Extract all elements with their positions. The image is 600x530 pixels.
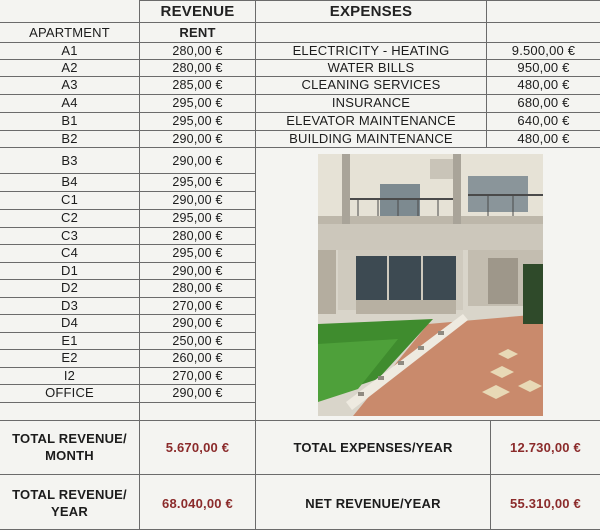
- apartment-unit: C2: [60, 210, 79, 225]
- expense-item: WATER BILLS: [327, 60, 415, 75]
- apartment-rent: 295,00 €: [172, 95, 223, 110]
- grid-line: [0, 332, 256, 333]
- expense-item: ELEVATOR MAINTENANCE: [286, 113, 456, 128]
- expense-amount: 640,00 €: [517, 113, 570, 128]
- apartment-unit: D2: [60, 280, 79, 295]
- expense-item: CLEANING SERVICES: [301, 77, 441, 92]
- grid-line: [255, 0, 256, 421]
- apartment-unit: E1: [61, 333, 78, 348]
- grid-line: [256, 22, 600, 23]
- grid-line: [0, 112, 256, 113]
- apartment-rent: 290,00 €: [172, 192, 223, 207]
- apartment-rent: 270,00 €: [172, 298, 223, 313]
- apartment-unit: A1: [61, 43, 78, 58]
- apartment-unit: B4: [61, 174, 78, 189]
- apartment-unit: I2: [63, 368, 76, 383]
- grid-line: [0, 367, 256, 368]
- grid-line: [256, 112, 600, 113]
- grid-line: [0, 297, 256, 298]
- grid-line: [0, 147, 256, 148]
- grid-line: [0, 402, 256, 403]
- grid-line: [0, 262, 256, 263]
- apartment-unit: C3: [60, 228, 79, 243]
- net-revenue-year-label: NET REVENUE/YEAR: [305, 495, 441, 511]
- apartment-rent: 290,00 €: [172, 315, 223, 330]
- grid-line: [0, 76, 256, 77]
- expense-item: BUILDING MAINTENANCE: [289, 131, 453, 146]
- total-expenses-year-label: TOTAL EXPENSES/YEAR: [293, 439, 453, 455]
- grid-line: [255, 420, 256, 530]
- apartment-unit: A4: [61, 95, 78, 110]
- apartment-unit: B1: [61, 113, 78, 128]
- total-revenue-month-value: 5.670,00 €: [165, 439, 230, 455]
- apartment-rent: 295,00 €: [172, 245, 223, 260]
- apartment-rent: 290,00 €: [172, 131, 223, 146]
- grid-line: [0, 244, 256, 245]
- apartment-header: APARTMENT: [29, 24, 110, 40]
- grid-line: [256, 59, 600, 60]
- apartment-unit: C1: [60, 192, 79, 207]
- apartment-unit: B3: [61, 153, 78, 168]
- grid-line: [0, 191, 256, 192]
- expense-item: ELECTRICITY - HEATING: [292, 43, 450, 58]
- expenses-header: EXPENSES: [329, 2, 413, 20]
- expense-amount: 950,00 €: [517, 60, 570, 75]
- expense-amount: 480,00 €: [517, 77, 570, 92]
- total-revenue-month-label: TOTAL REVENUE/ MONTH: [12, 431, 127, 463]
- apartment-rent: 285,00 €: [172, 77, 223, 92]
- apartment-rent: 280,00 €: [172, 43, 223, 58]
- apartment-rent: 290,00 €: [172, 263, 223, 278]
- expense-item: INSURANCE: [331, 95, 411, 110]
- apartment-rent: 290,00 €: [172, 385, 223, 400]
- grid-line: [140, 0, 600, 1]
- apartment-unit: OFFICE: [45, 385, 94, 400]
- grid-line: [0, 173, 256, 174]
- grid-line: [0, 130, 256, 131]
- apartment-unit: B2: [61, 131, 78, 146]
- expense-amount: 680,00 €: [517, 95, 570, 110]
- grid-line: [486, 0, 487, 147]
- grid-line: [256, 76, 600, 77]
- apartment-rent: 280,00 €: [172, 228, 223, 243]
- net-revenue-year-value: 55.310,00 €: [510, 495, 581, 511]
- total-expenses-year-value: 12.730,00 €: [510, 439, 581, 455]
- apartment-rent: 280,00 €: [172, 280, 223, 295]
- grid-line: [0, 474, 600, 475]
- grid-line: [0, 349, 256, 350]
- apartment-rent: 260,00 €: [172, 350, 223, 365]
- total-revenue-year-value: 68.040,00 €: [162, 495, 233, 511]
- grid-line: [0, 59, 256, 60]
- grid-line: [0, 314, 256, 315]
- apartment-rent: 295,00 €: [172, 210, 223, 225]
- grid-line: [0, 384, 256, 385]
- rent-header: RENT: [179, 24, 216, 40]
- apartment-rent: 250,00 €: [172, 333, 223, 348]
- apartment-unit: E2: [61, 350, 78, 365]
- grid-line: [0, 22, 256, 23]
- grid-line: [0, 209, 256, 210]
- apartment-unit: A3: [61, 77, 78, 92]
- apartment-rent: 290,00 €: [172, 153, 223, 168]
- grid-line: [139, 0, 140, 421]
- grid-line: [139, 420, 140, 530]
- grid-line: [256, 94, 600, 95]
- apartment-unit: D3: [60, 298, 79, 313]
- grid-line: [0, 42, 256, 43]
- apartment-unit: C4: [60, 245, 79, 260]
- building-photo: [318, 154, 543, 416]
- grid-line: [0, 279, 256, 280]
- apartment-rent: 270,00 €: [172, 368, 223, 383]
- expense-amount: 480,00 €: [517, 131, 570, 146]
- apartment-unit: A2: [61, 60, 78, 75]
- grid-line: [490, 420, 491, 530]
- apartment-unit: D1: [60, 263, 79, 278]
- apartment-rent: 280,00 €: [172, 60, 223, 75]
- grid-line: [0, 420, 600, 421]
- grid-line: [0, 94, 256, 95]
- revenue-header: REVENUE: [160, 2, 235, 20]
- grid-line: [256, 147, 600, 148]
- total-revenue-year-label: TOTAL REVENUE/ YEAR: [12, 487, 127, 519]
- expense-amount: 9.500,00 €: [511, 43, 576, 58]
- apartment-rent: 295,00 €: [172, 113, 223, 128]
- apartment-rent: 295,00 €: [172, 174, 223, 189]
- grid-line: [256, 130, 600, 131]
- apartment-unit: D4: [60, 315, 79, 330]
- grid-line: [256, 42, 600, 43]
- grid-line: [0, 227, 256, 228]
